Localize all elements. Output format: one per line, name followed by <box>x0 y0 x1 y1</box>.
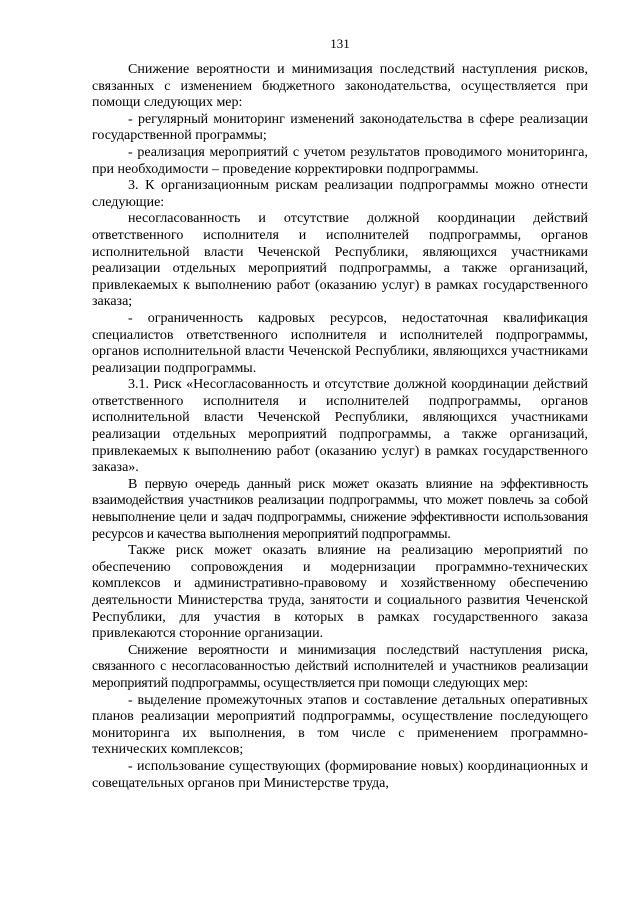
paragraph-risk-staff: - ограниченность кадровых ресурсов, недостаточная квалификация специалистов ответственного исполнителя и исполнителей подпрограммы, органов исполнительной власти Чеченской Республики, являющихся участниками реализации подпрограммы. <box>92 310 588 376</box>
paragraph-risk-impact: В первую очередь данный риск может оказать влияние на эффективность взаимодействия участников реализации подпрограммы, что может повлечь за собой невыполнение цели и задач подпрограммы, снижение эффективности использования ресурсов и качества выполнения мероприятий подпрограммы. <box>92 476 588 542</box>
paragraph-measure-stages: - выделение промежуточных этапов и составление детальных оперативных планов реализации мероприятий подпрограммы, осуществление последующего мониторинга их выполнения, в том числе с применением программно-технических комплексов; <box>92 692 588 758</box>
paragraph-measure-bodies: - использование существующих (формирование новых) координационных и совещательных органов при Министерстве труда, <box>92 758 588 791</box>
paragraph-budget-risk-mitigation: Снижение вероятности и минимизация последствий наступления рисков, связанных с изменением бюджетного законодательства, осуществляется при помощи следующих мер: <box>92 62 588 111</box>
paragraph-risk-impact-ministry: Также риск может оказать влияние на реализацию мероприятий по обеспечению сопровождения и модернизации программно-технических комплексов и административно-правовому и хозяйственному обеспечению деятельности Министерства труда, занятости и социального развития Чеченской Республики, для участия в которых в рамках государственного заказа привлекаются сторонние организации. <box>92 543 588 642</box>
paragraph-risk-coordination: несогласованность и отсутствие должной координации действий ответственного исполнителя и исполнителей подпрограммы, органов исполнительной власти Чеченской Республики, являющихся участниками реализации отдельных мероприятий подпрограммы, а также организаций, привлекаемых к выполнению работ (оказанию услуг) в рамках государственного заказа; <box>92 211 588 310</box>
page-number: 131 <box>330 36 350 51</box>
paragraph-risk-3-1: 3.1. Риск «Несогласованность и отсутствие должной координации действий ответственного исполнителя и исполнителей подпрограммы, органов исполнительной власти Чеченской Республики, являющихся участниками реализации отдельных мероприятий подпрограммы, а также организаций, привлекаемых к выполнению работ (оказанию услуг) в рамках государственного заказа». <box>92 377 588 476</box>
paragraph-measure-adjustment: - реализация мероприятий с учетом результатов проводимого мониторинга, при необходимости – проведение корректировки подпрограммы. <box>92 144 588 177</box>
paragraph-coordination-mitigation: Снижение вероятности и минимизация последствий наступления риска, связанного с несогласованностью действий исполнителей и участников реализации мероприятий подпрограммы, осуществляется при помощи следующих мер: <box>92 642 588 691</box>
paragraph-organizational-risks-heading: 3. К организационным рискам реализации подпрограммы можно отнести следующие: <box>92 178 588 210</box>
document-page <box>92 36 588 792</box>
paragraph-measure-monitoring: - регулярный мониторинг изменений законодательства в сфере реализации государственной программы; <box>92 111 588 144</box>
